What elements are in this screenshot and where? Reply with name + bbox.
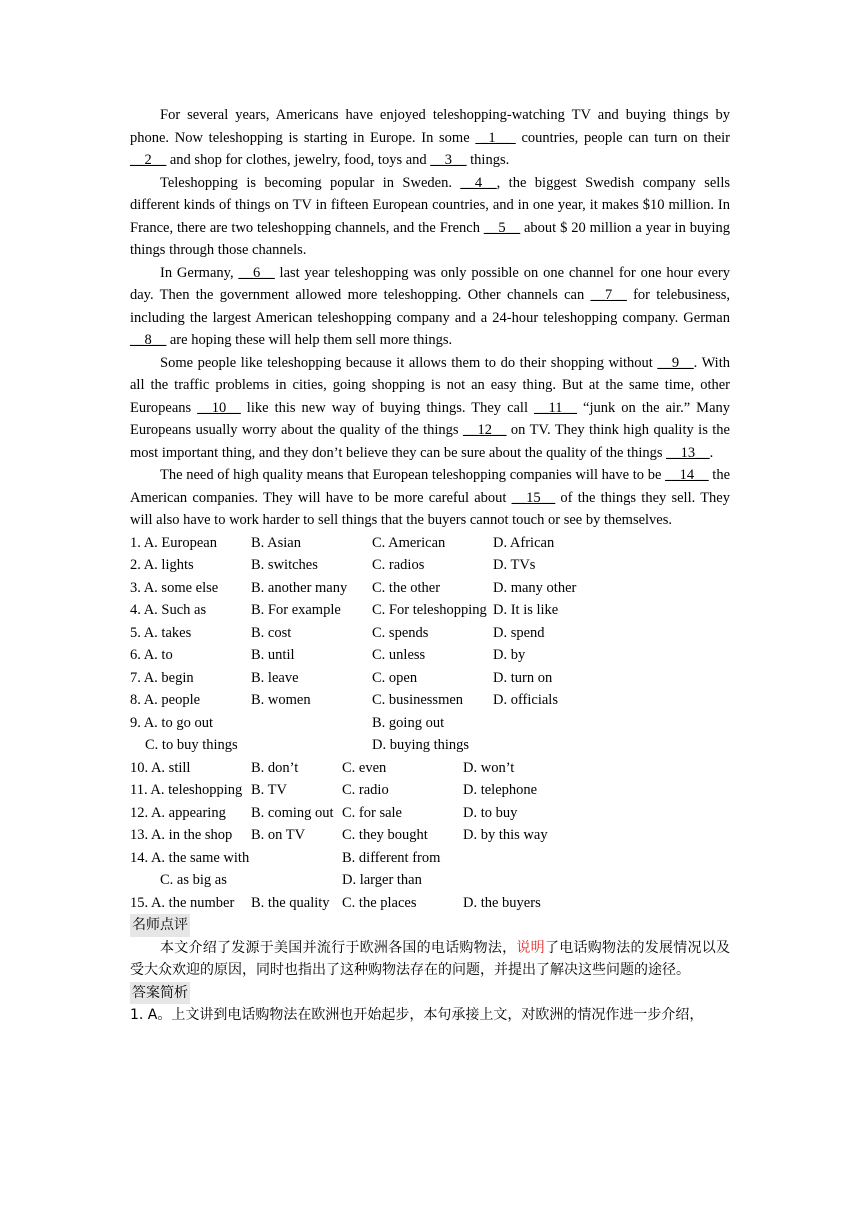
passage-text: Teleshopping is becoming popular in Sweden. bbox=[160, 174, 461, 191]
passage-text: of the things they sell. They will also have to work harder to sell things that the buyers cannot touch or see by themselves. bbox=[130, 489, 730, 528]
highlight-word: 说明 bbox=[516, 939, 545, 956]
option-choice: D. many other bbox=[493, 579, 577, 596]
option-choice: 5. A. takes bbox=[130, 624, 192, 641]
option-choice: C. open bbox=[372, 669, 418, 686]
option-choice: C. American bbox=[372, 534, 446, 551]
option-choice: 13. A. in the shop bbox=[130, 827, 233, 843]
option-choice: C. for sale bbox=[342, 804, 402, 821]
blank: __11__ bbox=[534, 399, 577, 416]
option-choice: C. radios bbox=[372, 557, 425, 573]
passage-text: and shop for clothes, jewelry, food, toys and bbox=[166, 152, 431, 168]
review-label: 名师点评 bbox=[130, 914, 190, 937]
passage-text: like this new way of buying things. They call bbox=[240, 399, 535, 416]
option-row bbox=[130, 734, 730, 757]
option-choice: 4. A. Such as bbox=[130, 602, 207, 618]
option-row bbox=[130, 599, 730, 622]
option-row bbox=[130, 532, 730, 555]
passage bbox=[130, 104, 730, 532]
option-choice: B. on TV bbox=[251, 827, 306, 843]
option-choice: C. spends bbox=[372, 624, 429, 641]
option-choice: D. the buyers bbox=[463, 894, 541, 911]
option-choice: D. larger than bbox=[342, 872, 422, 888]
review-text: 本文介绍了发源于美国并流行于欧洲各国的电话购物法，说明了电话购物法的发展情况以及受大众欢迎的原因，同时也指出了这种购物法存在的问题，并提出了解决这些问题的途径。 bbox=[130, 939, 731, 978]
passage-text: are hoping these will help them sell more things. bbox=[166, 332, 453, 348]
option-row bbox=[130, 779, 730, 802]
passage-text: In Germany, bbox=[160, 264, 239, 281]
option-choice: C. businessmen bbox=[372, 692, 464, 708]
blank: __2__ bbox=[130, 152, 167, 168]
passage-text: about $ 20 million a year in buying things through those channels. bbox=[130, 219, 730, 258]
option-choice: 2. A. lights bbox=[130, 557, 194, 573]
blank: __4__ bbox=[460, 174, 497, 191]
blank: __6__ bbox=[238, 264, 275, 281]
blank: _1__ bbox=[475, 129, 516, 146]
option-choice: 1. A. European bbox=[130, 534, 217, 551]
blank: __15__ bbox=[511, 489, 556, 506]
option-choice: B. Asian bbox=[251, 534, 301, 551]
option-choice: D. It is like bbox=[493, 602, 559, 618]
option-choice: D. to buy bbox=[463, 804, 518, 821]
option-row bbox=[130, 847, 730, 870]
option-row bbox=[130, 869, 730, 892]
option-row bbox=[130, 824, 730, 847]
blank: __3__ bbox=[430, 152, 467, 168]
option-choice: B. the quality bbox=[251, 894, 330, 911]
option-row bbox=[130, 802, 730, 825]
passage-text: for telebusiness, including the largest American teleshopping company and a 24-hour teleshopping company. German bbox=[130, 287, 731, 326]
option-choice: D. spend bbox=[493, 624, 545, 641]
option-choice: C. to buy things bbox=[145, 737, 238, 753]
option-choice: B. another many bbox=[251, 579, 348, 596]
option-choice: 15. A. the number bbox=[130, 894, 235, 911]
option-choice: D. turn on bbox=[493, 669, 553, 686]
option-choice: C. the places bbox=[342, 894, 417, 911]
option-row bbox=[130, 757, 730, 780]
passage-text: “junk on the air.” Many Europeans usually worry about the quality of the things bbox=[130, 399, 731, 438]
option-choice: 6. A. to bbox=[130, 647, 173, 663]
passage-text: The need of high quality means that European teleshopping companies will have to be bbox=[160, 467, 666, 483]
option-choice: 12. A. appearing bbox=[130, 804, 226, 821]
option-choice: B. switches bbox=[251, 557, 318, 573]
option-choice: 9. A. to go out bbox=[130, 714, 213, 731]
option-choice: C. radio bbox=[342, 782, 389, 798]
option-choice: B. cost bbox=[251, 624, 292, 641]
option-row bbox=[130, 577, 730, 600]
option-choice: D. officials bbox=[493, 692, 558, 708]
option-choice: B. different from bbox=[342, 849, 441, 866]
answer-first-line: 1. A。上文讲到电话购物法在欧洲也开始起步，本句承接上文，对欧洲的情况作进一步介绍， bbox=[130, 1007, 704, 1023]
passage-text: . bbox=[709, 444, 714, 461]
option-choice: D. TVs bbox=[493, 557, 536, 573]
option-choice: C. For teleshopping bbox=[372, 602, 487, 618]
option-choice: D. by bbox=[493, 647, 526, 663]
option-row bbox=[130, 644, 730, 667]
blank: __8__ bbox=[130, 332, 167, 348]
blank: __5__ bbox=[483, 219, 521, 236]
passage-text: on TV. They think high quality is the most important thing, and they don’t believe they can be sure about the quality of the things bbox=[130, 422, 730, 461]
option-choice: B. don’t bbox=[251, 759, 299, 776]
option-choice: D. buying things bbox=[372, 737, 470, 753]
passage-paragraph bbox=[130, 262, 730, 352]
passage-paragraph bbox=[130, 464, 730, 532]
answer-label: 答案简析 bbox=[130, 982, 190, 1005]
document-page bbox=[130, 104, 730, 1027]
passage-paragraph bbox=[130, 172, 730, 262]
option-choice: 7. A. begin bbox=[130, 669, 194, 686]
passage-text: last year teleshopping was only possible on one channel for one hour every day. Then the government allowed more teleshopping. Other channels can bbox=[130, 264, 731, 303]
option-choice: D. African bbox=[493, 534, 555, 551]
option-row bbox=[130, 667, 730, 690]
blank: __13__ bbox=[666, 444, 710, 461]
option-row bbox=[130, 712, 730, 735]
blank: __14__ bbox=[665, 467, 709, 483]
passage-text: Some people like teleshopping because it allows them to do their shopping without bbox=[160, 354, 658, 371]
blank: __7__ bbox=[590, 287, 627, 303]
option-choice: D. won’t bbox=[463, 759, 515, 776]
passage-text: things. bbox=[466, 152, 510, 168]
option-choice: C. unless bbox=[372, 647, 426, 663]
option-choice: 10. A. still bbox=[130, 759, 191, 776]
option-choice: B. coming out bbox=[251, 804, 334, 821]
passage-paragraph bbox=[130, 104, 730, 172]
option-row bbox=[130, 554, 730, 577]
option-choice: D. telephone bbox=[463, 782, 538, 798]
passage-paragraph bbox=[130, 352, 730, 465]
option-choice: C. even bbox=[342, 759, 387, 776]
option-row bbox=[130, 622, 730, 645]
passage-text: , the biggest Swedish company sells different kinds of things on TV in fifteen European countries, and in one year, it makes $10 million. In France, there are two teleshopping channels, and the French bbox=[130, 174, 731, 236]
option-choice: B. until bbox=[251, 647, 295, 663]
option-choice: B. For example bbox=[251, 602, 341, 618]
option-choice: 3. A. some else bbox=[130, 579, 219, 596]
blank: __9__ bbox=[657, 354, 694, 371]
option-choice: B. going out bbox=[372, 714, 445, 731]
option-choice: B. women bbox=[251, 692, 311, 708]
option-choice: D. by this way bbox=[463, 827, 548, 843]
option-choice: C. they bought bbox=[342, 827, 428, 843]
option-choice: B. leave bbox=[251, 669, 299, 686]
option-choice: 11. A. teleshopping bbox=[130, 782, 243, 798]
answer-section bbox=[130, 982, 730, 1027]
passage-text: . With all the traffic problems in cities, going shopping is not an easy thing. But at the same time, other Europeans bbox=[130, 354, 730, 416]
passage-text: the American companies. They will have to be more careful about bbox=[130, 467, 731, 506]
option-choice: 8. A. people bbox=[130, 692, 201, 708]
option-row bbox=[130, 892, 730, 915]
option-choice: C. the other bbox=[372, 579, 441, 596]
option-row bbox=[130, 689, 730, 712]
review-section bbox=[130, 914, 730, 982]
passage-text: For several years, Americans have enjoyed teleshopping-watching TV and buying things by phone. Now teleshopping is starting in Europe. In some bbox=[130, 107, 730, 146]
option-choice: C. as big as bbox=[160, 872, 227, 888]
passage-text: countries, people can turn on their bbox=[515, 129, 731, 146]
option-choice: B. TV bbox=[251, 782, 287, 798]
options-list bbox=[130, 532, 730, 915]
blank: __10__ bbox=[197, 399, 241, 416]
blank: __12__ bbox=[462, 422, 507, 438]
option-choice: 14. A. the same with bbox=[130, 849, 250, 866]
